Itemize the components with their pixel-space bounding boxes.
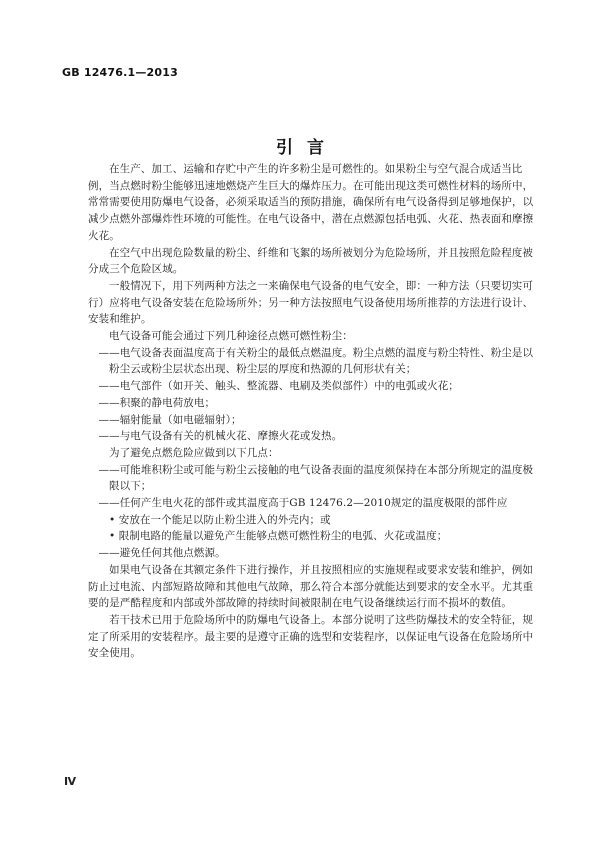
paragraph: 若干技术已用于危险场所中的防爆电气设备上。本部分说明了这些防爆技术的安全特征，规定了所采用的安装程序。最主要的是遵守正确的选型和安装程序，以保证电气设备在危险场所中安全使用。	[88, 613, 534, 660]
list-item: ——辐射能量（如电磁辐射）；	[98, 413, 242, 426]
body-text	[88, 161, 538, 662]
list-item: ——电气设备表面温度高于有关粉尘的最低点燃温度。粉尘点燃的温度与粉尘特性、粉尘是以粉尘云或粉尘层状态出现、粉尘层的厚度和热源的几何形状有关；	[98, 346, 534, 376]
paragraph: 在空气中出现危险数量的粉尘、纤维和飞絮的场所被划分为危险场所，并且按照危险程度被分成三个危险区域。	[88, 246, 533, 276]
standard-code: GB 12476.1—2013	[62, 66, 178, 79]
bullet-item: • 限制电路的能量以避免产生能够点燃可燃性粉尘的电弧、火花或温度；	[109, 530, 448, 543]
paragraph: 在生产、加工、运输和存贮中产生的许多粉尘是可燃性的。如果粉尘与空气混合成适当比例，当点燃时粉尘能够迅速地燃烧产生巨大的爆炸压力。在可能出现这类可燃性材料的场所中，常常需要使用防爆电气设备，必须采取适当的预防措施，确保所有电气设备得到足够地保护，以减少点燃外部爆炸性环境的可能性。在电气设备中，潜在点燃源包括电弧、火花、热表面和摩擦火花。	[88, 163, 534, 242]
list-item: ——电气部件（如开关、触头、整流器、电刷及类似部件）中的电弧或火花；	[98, 380, 459, 393]
list-item: ——可能堆积粉尘或可能与粉尘云接触的电气设备表面的温度须保持在本部分所规定的温度极限以下；	[98, 463, 534, 493]
list-item: ——与电气设备有关的机械火花、摩擦火花或发热。	[98, 430, 343, 443]
list-item: ——避免任何其他点燃源。	[98, 547, 226, 560]
paragraph: 为了避免点燃危险应做到以下几点：	[109, 446, 279, 459]
paragraph: 如果电气设备在其额定条件下进行操作，并且按照相应的实施规程或要求安装和维护，例如防止过电流、内部短路故障和其他电气故障，那么符合本部分就能达到要求的安全水平。尤其重要的是严酷程度和内部或外部故障的持续时间被限制在电气设备继续运行而不损坏的数值。	[88, 563, 534, 610]
list-item: ——积聚的静电荷放电；	[98, 396, 216, 409]
bullet-item: • 安放在一个能足以防止粉尘进入的外壳内；或	[109, 513, 331, 526]
page-title: 引言	[276, 138, 338, 158]
paragraph: 电气设备可能会通过下列几种途径点燃可燃性粉尘：	[109, 330, 353, 343]
paragraph: 一般情况下，用下列两种方法之一来确保电气设备的电气安全，即：一种方法（只要切实可行）应将电气设备安装在危险场所外；另一种方法按照电气设备使用场所推荐的方法进行设计、安装和维护。	[88, 279, 534, 326]
list-item: ——任何产生电火花的部件或其温度高于GB 12476.2—2010规定的温度极限的部件应	[98, 497, 508, 510]
page-number: Ⅳ	[64, 775, 77, 788]
